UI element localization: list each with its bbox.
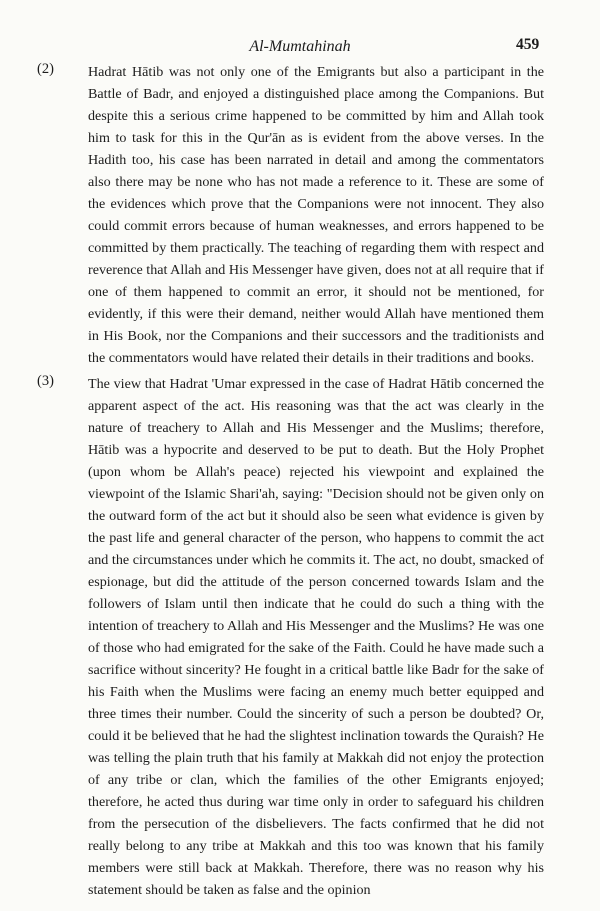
footnote-number: (2) — [37, 61, 54, 77]
running-title: Al-Mumtahinah — [249, 38, 351, 55]
footnote-text: Hadrat Hātib was not only one of the Emigrants but also a participant in the Battle of Badr, and enjoyed a distinguished place among the Companions. But despite this a serious crime happened to be committed by him and Allah took him to task for this in the Qur'ān as is evident from the above verses. In the Hadith too, his case has been narrated in detail and among the commentators also there may be none who has not made a reference to it. These are some of the evidences which prove that the Companions were not innocent. They also could commit errors because of human weaknesses, and errors happened to be committed by them practically. The teaching of regarding them with respect and reverence that Allah and His Messenger have given, does not at all require that if one of them happened to commit an error, it should not be mentioned, for evidently, if this were their demand, neither would Allah have mentioned them in His Book, nor the Companions and their successors and the traditionists and the commentators would have related their details in their traditions and books. — [88, 64, 544, 366]
page-number: 459 — [516, 36, 540, 53]
footnote-text: The view that Hadrat 'Umar expressed in the case of Hadrat Hātib concerned the apparent aspect of the act. His reasoning was that the act was clearly in the nature of treachery to Allah and His Messenger and the Muslims; therefore, Hātib was a hypocrite and deserved to be put to death. But the Holy Prophet (upon whom be Allah's peace) rejected his viewpoint and explained the viewpoint of the Islamic Shari'ah, saying: "Decision should not be given only on the outward form of the act but it should also be seen what evidence is given by the past life and general character of the person, who happens to commit the act and the circumstances under which he commits it. The act, no doubt, smacked of espionage, but did the attitude of the person concerned towards Islam and the followers of Islam until then indicate that he could do such a thing with the intention of treachery to Allah and His Messenger and the Muslims? He was one of those who had emigrated for the sake of the Faith. Could he have made such a sacrifice without sincerity? He fought in a critical battle like Badr for the sake of his Faith when the Muslims were facing an enemy much better equipped and three times their number. Could the sincerity of such a person be doubted? Or, could it be believed that he had the slightest inclination towards the Quraish? He was telling the plain truth that his family at Makkah did not enjoy the protection of any tribe or clan, which the families of the other Emigrants enjoyed; therefore, he acted thus during war time only in order to safeguard his children from the persecution of the disbelievers. The facts confirmed that he did not really belong to any tribe at Makkah and this too was known that his family members were still back at Makkah. Therefore, there was no reason why his statement should be taken as false and the opinion — [88, 376, 544, 898]
footnote-number: (3) — [37, 373, 54, 389]
